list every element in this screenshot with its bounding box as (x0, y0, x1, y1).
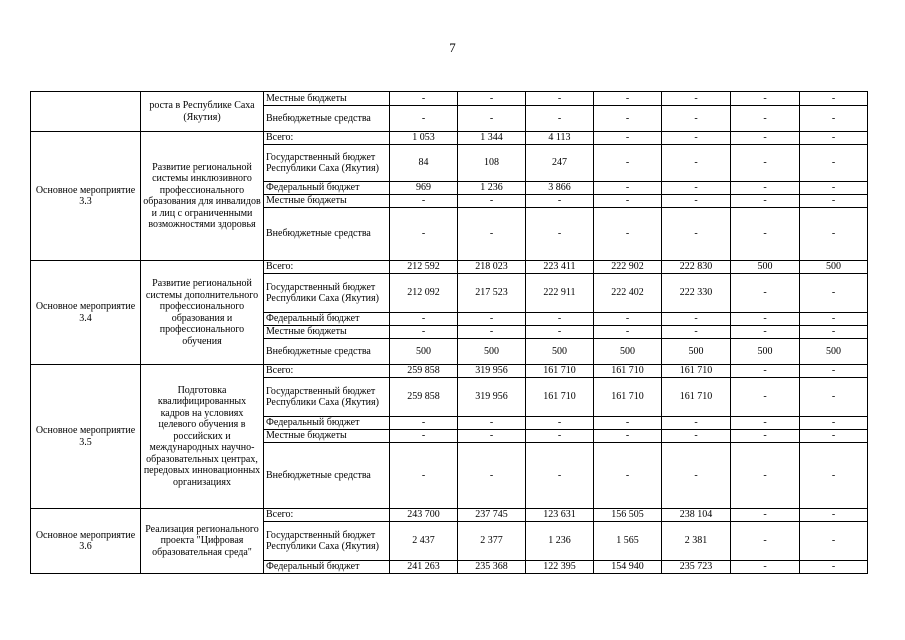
value-cell: - (731, 561, 800, 574)
value-cell: - (800, 313, 868, 326)
value-cell: 222 902 (594, 261, 662, 274)
value-cell: - (390, 92, 458, 106)
value-cell: - (731, 365, 800, 378)
value-cell: - (662, 443, 731, 509)
event-name-cell: Развитие региональной системы дополнительного профессионального образования и профессионального обучения (141, 261, 264, 365)
value-cell: - (390, 417, 458, 430)
value-cell: 243 700 (390, 509, 458, 522)
value-cell: - (390, 313, 458, 326)
value-cell: - (800, 208, 868, 261)
funding-source-cell: Местные бюджеты (264, 195, 390, 208)
event-cell: Основное мероприятие 3.3 (31, 132, 141, 261)
value-cell: - (458, 106, 526, 132)
value-cell: 2 381 (662, 522, 731, 561)
value-cell: - (662, 92, 731, 106)
value-cell: - (731, 313, 800, 326)
event-name-cell: Развитие региональной системы инклюзивного профессионального образования для инвалидов и лиц с ограниченными возможностями здоровья (141, 132, 264, 261)
value-cell: 319 956 (458, 365, 526, 378)
value-cell: 161 710 (594, 365, 662, 378)
value-cell: 500 (662, 339, 731, 365)
value-cell: - (458, 208, 526, 261)
value-cell: 3 866 (526, 182, 594, 195)
funding-source-cell: Государственный бюджет Республики Саха (Якутия) (264, 274, 390, 313)
value-cell: - (526, 92, 594, 106)
value-cell: - (662, 208, 731, 261)
value-cell: 122 395 (526, 561, 594, 574)
value-cell: - (800, 365, 868, 378)
value-cell: - (458, 92, 526, 106)
value-cell: - (594, 182, 662, 195)
value-cell: 1 236 (526, 522, 594, 561)
page-number: 7 (449, 40, 456, 55)
value-cell: - (731, 522, 800, 561)
value-cell: - (731, 430, 800, 443)
value-cell: - (390, 326, 458, 339)
value-cell: - (526, 417, 594, 430)
event-cell: Основное мероприятие 3.4 (31, 261, 141, 365)
value-cell: - (800, 509, 868, 522)
funding-source-cell: Всего: (264, 261, 390, 274)
value-cell: - (662, 145, 731, 182)
value-cell: - (731, 417, 800, 430)
value-cell: - (390, 430, 458, 443)
value-cell: - (594, 417, 662, 430)
value-cell: 218 023 (458, 261, 526, 274)
value-cell: 161 710 (526, 365, 594, 378)
table-row (31, 261, 868, 274)
funding-source-cell: Государственный бюджет Республики Саха (Якутия) (264, 145, 390, 182)
value-cell: 500 (731, 339, 800, 365)
value-cell: - (662, 132, 731, 145)
value-cell: - (526, 430, 594, 443)
value-cell: 123 631 (526, 509, 594, 522)
table-body (31, 92, 868, 574)
event-name-cell: Подготовка квалифицированных кадров на условиях целевого обучения в российских и международных научно-образовательных центрах, передовых инновационных организациях (141, 365, 264, 509)
value-cell: - (526, 326, 594, 339)
value-cell: 222 911 (526, 274, 594, 313)
value-cell: - (594, 443, 662, 509)
value-cell: - (594, 106, 662, 132)
value-cell: - (731, 92, 800, 106)
funding-source-cell: Всего: (264, 509, 390, 522)
value-cell: 4 113 (526, 132, 594, 145)
value-cell: - (594, 326, 662, 339)
value-cell: - (526, 195, 594, 208)
value-cell: 108 (458, 145, 526, 182)
value-cell: - (662, 430, 731, 443)
value-cell: 237 745 (458, 509, 526, 522)
value-cell: - (458, 195, 526, 208)
value-cell: 154 940 (594, 561, 662, 574)
funding-source-cell: Федеральный бюджет (264, 417, 390, 430)
value-cell: - (800, 326, 868, 339)
value-cell: - (731, 132, 800, 145)
funding-source-cell: Государственный бюджет Республики Саха (Якутия) (264, 378, 390, 417)
value-cell: 319 956 (458, 378, 526, 417)
value-cell: 2 437 (390, 522, 458, 561)
value-cell: - (731, 106, 800, 132)
funding-source-cell: Внебюджетные средства (264, 106, 390, 132)
value-cell: 1 236 (458, 182, 526, 195)
value-cell: - (662, 195, 731, 208)
value-cell: - (662, 417, 731, 430)
value-cell: 212 592 (390, 261, 458, 274)
value-cell: - (662, 326, 731, 339)
value-cell: 500 (731, 261, 800, 274)
value-cell: 161 710 (594, 378, 662, 417)
value-cell: - (458, 443, 526, 509)
value-cell: - (800, 378, 868, 417)
event-name-cell: Реализация регионального проекта "Цифровая образовательная среда" (141, 509, 264, 574)
value-cell: 2 377 (458, 522, 526, 561)
value-cell: - (800, 145, 868, 182)
funding-source-cell: Всего: (264, 132, 390, 145)
value-cell: - (594, 208, 662, 261)
value-cell: - (526, 313, 594, 326)
table-row (31, 92, 868, 106)
value-cell: - (390, 208, 458, 261)
value-cell: - (800, 522, 868, 561)
funding-source-cell: Федеральный бюджет (264, 313, 390, 326)
value-cell: - (800, 132, 868, 145)
value-cell: - (458, 326, 526, 339)
value-cell: 235 368 (458, 561, 526, 574)
value-cell: 500 (800, 261, 868, 274)
value-cell: 241 263 (390, 561, 458, 574)
table-row (31, 132, 868, 145)
funding-source-cell: Внебюджетные средства (264, 443, 390, 509)
value-cell: 222 830 (662, 261, 731, 274)
value-cell: - (594, 313, 662, 326)
value-cell: 500 (390, 339, 458, 365)
value-cell: - (800, 443, 868, 509)
value-cell: - (458, 313, 526, 326)
value-cell: - (594, 145, 662, 182)
value-cell: - (662, 313, 731, 326)
value-cell: - (800, 561, 868, 574)
value-cell: 161 710 (662, 378, 731, 417)
funding-source-cell: Федеральный бюджет (264, 561, 390, 574)
event-cell: Основное мероприятие 3.6 (31, 509, 141, 574)
funding-source-cell: Местные бюджеты (264, 430, 390, 443)
value-cell: - (731, 378, 800, 417)
value-cell: - (594, 430, 662, 443)
value-cell: - (594, 132, 662, 145)
value-cell: - (594, 92, 662, 106)
value-cell: 969 (390, 182, 458, 195)
value-cell: - (800, 417, 868, 430)
value-cell: - (731, 443, 800, 509)
event-cell (31, 92, 141, 132)
value-cell: 212 092 (390, 274, 458, 313)
funding-source-cell: Внебюджетные средства (264, 208, 390, 261)
value-cell: - (731, 208, 800, 261)
value-cell: 161 710 (662, 365, 731, 378)
value-cell: 1 053 (390, 132, 458, 145)
value-cell: 84 (390, 145, 458, 182)
value-cell: 223 411 (526, 261, 594, 274)
value-cell: 1 344 (458, 132, 526, 145)
value-cell: - (800, 274, 868, 313)
value-cell: - (800, 106, 868, 132)
value-cell: 222 402 (594, 274, 662, 313)
value-cell: 1 565 (594, 522, 662, 561)
value-cell: - (731, 274, 800, 313)
funding-source-cell: Местные бюджеты (264, 92, 390, 106)
value-cell: - (390, 106, 458, 132)
value-cell: 222 330 (662, 274, 731, 313)
funding-source-cell: Внебюджетные средства (264, 339, 390, 365)
funding-source-cell: Государственный бюджет Республики Саха (Якутия) (264, 522, 390, 561)
value-cell: - (731, 145, 800, 182)
value-cell: - (731, 195, 800, 208)
value-cell: - (594, 195, 662, 208)
value-cell: 217 523 (458, 274, 526, 313)
value-cell: 235 723 (662, 561, 731, 574)
value-cell: - (662, 182, 731, 195)
value-cell: - (458, 430, 526, 443)
value-cell: - (800, 92, 868, 106)
table-row (31, 365, 868, 378)
value-cell: 500 (594, 339, 662, 365)
table-row (31, 509, 868, 522)
funding-source-cell: Местные бюджеты (264, 326, 390, 339)
value-cell: 238 104 (662, 509, 731, 522)
value-cell: 247 (526, 145, 594, 182)
value-cell: - (526, 208, 594, 261)
value-cell: - (390, 195, 458, 208)
value-cell: - (458, 417, 526, 430)
event-name-cell: роста в Республике Саха (Якутия) (141, 92, 264, 132)
value-cell: 259 858 (390, 365, 458, 378)
value-cell: 500 (526, 339, 594, 365)
value-cell: 161 710 (526, 378, 594, 417)
funding-source-cell: Федеральный бюджет (264, 182, 390, 195)
value-cell: 156 505 (594, 509, 662, 522)
value-cell: - (800, 195, 868, 208)
budget-table (30, 91, 868, 574)
value-cell: - (731, 509, 800, 522)
value-cell: - (731, 182, 800, 195)
value-cell: - (526, 106, 594, 132)
value-cell: - (800, 182, 868, 195)
value-cell: - (390, 443, 458, 509)
value-cell: - (662, 106, 731, 132)
value-cell: 500 (458, 339, 526, 365)
value-cell: 500 (800, 339, 868, 365)
value-cell: - (731, 326, 800, 339)
value-cell: - (800, 430, 868, 443)
value-cell: 259 858 (390, 378, 458, 417)
event-cell: Основное мероприятие 3.5 (31, 365, 141, 509)
funding-source-cell: Всего: (264, 365, 390, 378)
value-cell: - (526, 443, 594, 509)
